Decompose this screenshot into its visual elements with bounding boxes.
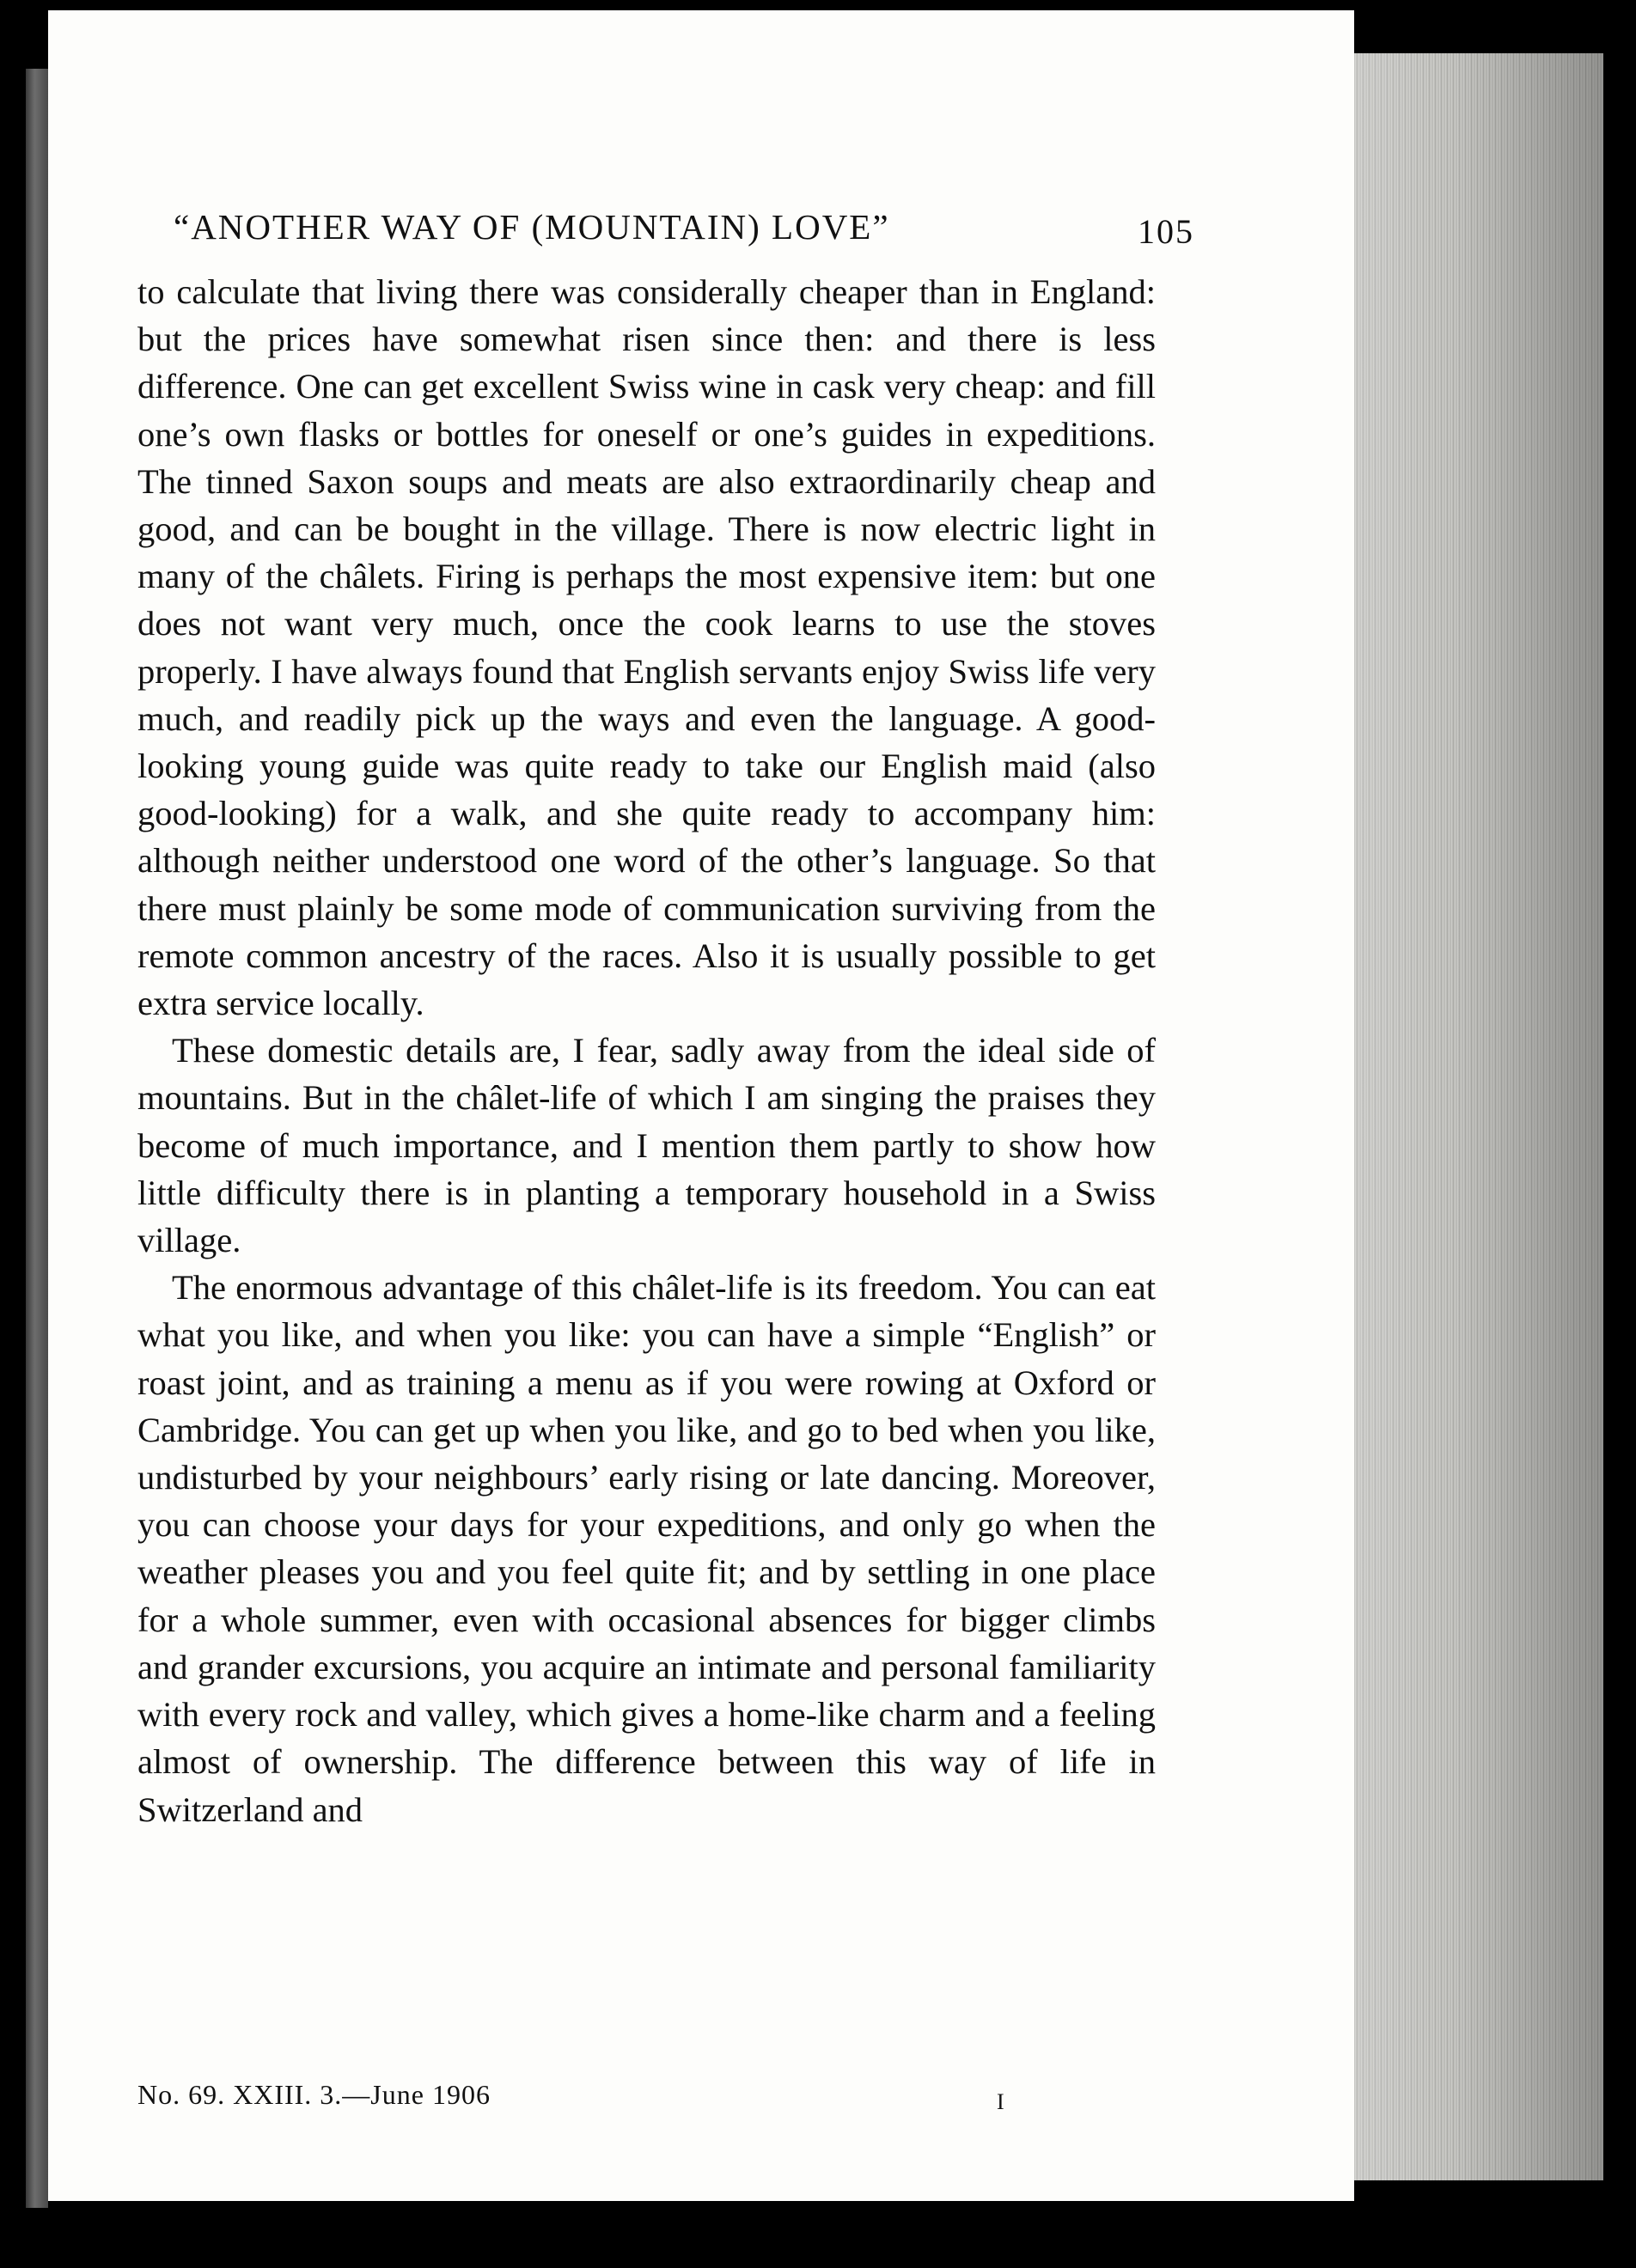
paragraph-2: These domestic details are, I fear, sadly away from the ideal side of mountains. But in the châlet-life of which I am singing the praises they become of much importance, and I mention them partly to show how little difficulty there is in planting a temporary household in a Swiss village. (137, 1031, 1156, 1260)
page-edges (1354, 53, 1603, 2180)
running-head-title: “ANOTHER WAY OF (MOUNTAIN) LOVE” (174, 207, 890, 247)
page-footer (137, 2079, 1156, 2131)
page-number: 105 (1138, 212, 1194, 251)
running-head (137, 199, 1194, 268)
body-text (137, 268, 1156, 1833)
signature-mark: I (997, 2089, 1004, 2114)
issue-signature: No. 69. XXIII. 3.—June 1906 (137, 2079, 491, 2110)
text-block (137, 199, 1194, 1833)
facing-page-edge (26, 69, 48, 2208)
paragraph-3: The enormous advantage of this châlet-life is its freedom. You can eat what you like, and when you like: you can have a simple “English” or roast joint, and as training a menu as if you were rowing at Oxford or Cambridge. You can get up when you like, and go to bed when you like, undisturbed by your neighbours’ early rising or late dancing. Moreover, you can choose your days for your expeditions, and only go when the weather pleases you and you feel quite fit; and by settling in one place for a whole summer, even with occasional absences for bigger climbs and grander excursions, you acquire an intimate and personal familiarity with every rock and valley, which gives a home-like charm and a feeling almost of ownership. The difference between this way of life in Switzerland and (137, 1268, 1156, 1829)
paragraph-1: to calculate that living there was considerally cheaper than in England: but the prices have somewhat risen since then: and there is less difference. One can get excellent Swiss wine in cask very cheap: and fill one’s own flasks or bottles for oneself or one’s guides in expeditions. The tinned Saxon soups and meats are also extraordinarily cheap and good, and can be bought in the village. There is now electric light in many of the châlets. Firing is perhaps the most expensive item: but one does not want very much, once the cook learns to use the stoves properly. I have always found that English servants enjoy Swiss life very much, and readily pick up the ways and even the language. A good-looking young guide was quite ready to take our English maid (also good-looking) for a walk, and she quite ready to accompany him: although neither understood one word of the other’s language. So that there must plainly be some mode of communication surviving from the remote common ancestry of the races. Also it is usually possible to get extra service locally. (137, 272, 1156, 1023)
